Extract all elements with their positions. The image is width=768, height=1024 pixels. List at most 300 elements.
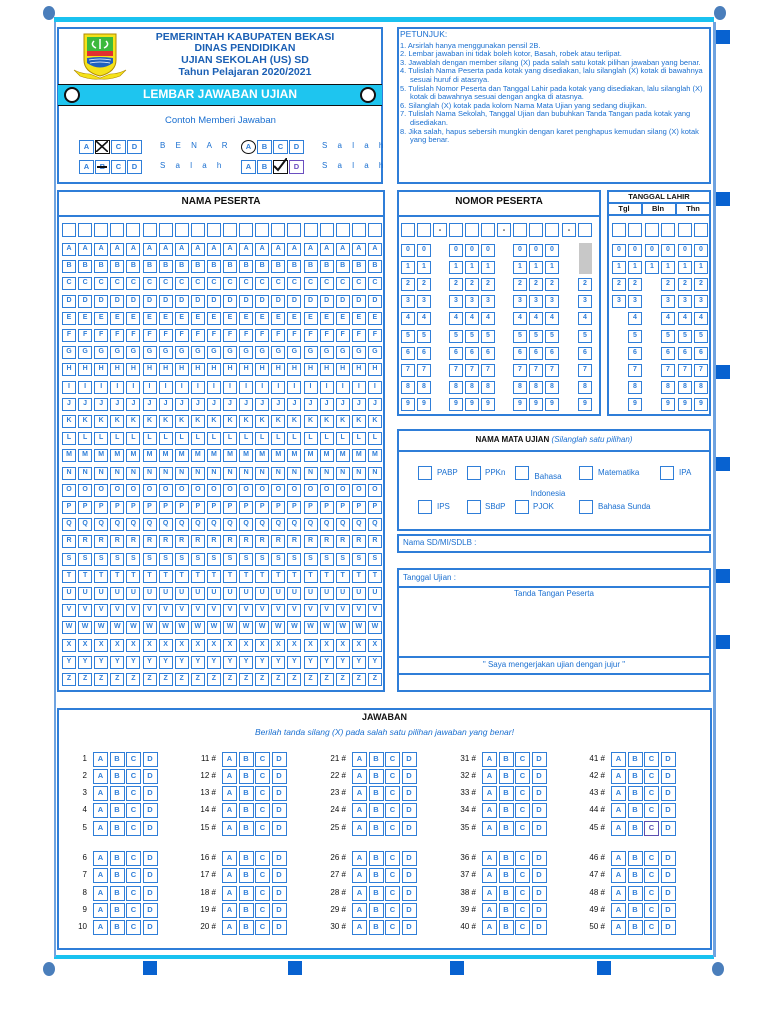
name-letter-bubble[interactable]: M [78, 449, 92, 462]
name-letter-bubble[interactable]: K [126, 415, 140, 428]
name-letter-bubble[interactable]: O [143, 484, 157, 497]
answer-option-bubble[interactable]: D [143, 886, 158, 901]
name-letter-bubble[interactable]: Z [175, 673, 189, 686]
name-letter-bubble[interactable]: B [287, 260, 301, 273]
name-letter-bubble[interactable]: O [255, 484, 269, 497]
name-letter-bubble[interactable]: N [336, 467, 350, 480]
answer-option-bubble[interactable]: D [272, 868, 287, 883]
answer-option-bubble[interactable]: D [661, 821, 676, 836]
answer-option-bubble[interactable]: D [143, 803, 158, 818]
answer-option-bubble[interactable]: D [143, 786, 158, 801]
answer-option-bubble[interactable]: B [110, 851, 125, 866]
name-letter-bubble[interactable]: R [239, 535, 253, 548]
name-letter-bubble[interactable]: E [159, 312, 173, 325]
name-letter-bubble[interactable]: W [62, 621, 76, 634]
name-letter-bubble[interactable]: Y [239, 656, 253, 669]
number-digit-bubble[interactable]: 5 [545, 330, 559, 343]
number-digit-bubble[interactable]: 9 [449, 398, 463, 411]
name-letter-bubble[interactable]: G [239, 346, 253, 359]
answer-option-bubble[interactable]: B [499, 769, 514, 784]
name-letter-bubble[interactable]: H [239, 363, 253, 376]
number-digit-bubble[interactable]: 5 [465, 330, 479, 343]
answer-option-bubble[interactable]: A [611, 803, 626, 818]
birth-date-bubble[interactable]: 9 [628, 398, 642, 411]
name-letter-bubble[interactable]: Z [110, 673, 124, 686]
answer-option-bubble[interactable]: C [255, 752, 270, 767]
name-letter-bubble[interactable]: E [271, 312, 285, 325]
answer-option-bubble[interactable]: A [93, 886, 108, 901]
answer-option-bubble[interactable]: A [352, 920, 367, 935]
answer-option-bubble[interactable]: C [126, 821, 141, 836]
name-letter-bubble[interactable]: K [78, 415, 92, 428]
name-letter-bubble[interactable]: G [78, 346, 92, 359]
number-digit-bubble[interactable]: 6 [417, 347, 431, 360]
name-letter-bubble[interactable]: Q [223, 518, 237, 531]
name-letter-bubble[interactable]: S [352, 553, 366, 566]
name-letter-bubble[interactable]: D [110, 295, 124, 308]
name-letter-bubble[interactable]: Z [368, 673, 382, 686]
name-letter-bubble[interactable]: N [110, 467, 124, 480]
birth-date-bubble[interactable]: 8 [678, 381, 692, 394]
name-letter-bubble[interactable]: D [287, 295, 301, 308]
answer-option-bubble[interactable]: D [272, 903, 287, 918]
name-letter-bubble[interactable]: P [175, 501, 189, 514]
name-letter-bubble[interactable]: P [255, 501, 269, 514]
answer-option-bubble[interactable]: A [222, 769, 237, 784]
name-letter-bubble[interactable]: F [239, 329, 253, 342]
name-letter-bubble[interactable]: Z [287, 673, 301, 686]
name-letter-bubble[interactable]: J [175, 398, 189, 411]
number-digit-bubble[interactable]: 2 [401, 278, 415, 291]
number-digit-bubble[interactable]: 7 [417, 364, 431, 377]
name-letter-bubble[interactable]: K [191, 415, 205, 428]
name-letter-bubble[interactable]: J [223, 398, 237, 411]
name-letter-bubble[interactable]: C [239, 277, 253, 290]
name-letter-bubble[interactable]: R [223, 535, 237, 548]
name-letter-bubble[interactable]: M [320, 449, 334, 462]
name-letter-bubble[interactable]: G [207, 346, 221, 359]
name-letter-bubble[interactable]: E [368, 312, 382, 325]
answer-option-bubble[interactable]: D [272, 920, 287, 935]
name-letter-bubble[interactable]: O [223, 484, 237, 497]
name-letter-bubble[interactable]: E [94, 312, 108, 325]
number-digit-bubble[interactable]: 7 [401, 364, 415, 377]
name-letter-bubble[interactable]: B [143, 260, 157, 273]
name-letter-bubble[interactable]: E [207, 312, 221, 325]
name-letter-bubble[interactable]: P [368, 501, 382, 514]
name-letter-bubble[interactable]: W [143, 621, 157, 634]
name-letter-bubble[interactable]: J [110, 398, 124, 411]
answer-option-bubble[interactable]: B [628, 821, 643, 836]
name-letter-bubble[interactable]: W [368, 621, 382, 634]
answer-option-bubble[interactable]: B [628, 886, 643, 901]
number-digit-bubble[interactable]: 4 [545, 312, 559, 325]
answer-option-bubble[interactable]: B [628, 903, 643, 918]
name-letter-bubble[interactable]: P [143, 501, 157, 514]
answer-option-bubble[interactable]: B [239, 920, 254, 935]
answer-option-bubble[interactable]: C [126, 786, 141, 801]
answer-option-bubble[interactable]: A [93, 903, 108, 918]
name-letter-bubble[interactable]: Z [352, 673, 366, 686]
answer-option-bubble[interactable]: B [239, 786, 254, 801]
name-letter-bubble[interactable]: X [352, 639, 366, 652]
name-letter-bubble[interactable]: U [62, 587, 76, 600]
number-digit-bubble[interactable]: 9 [578, 398, 592, 411]
name-letter-bubble[interactable]: Q [239, 518, 253, 531]
name-letter-bubble[interactable]: K [62, 415, 76, 428]
name-letter-bubble[interactable]: H [94, 363, 108, 376]
answer-option-bubble[interactable]: A [93, 821, 108, 836]
birth-date-bubble[interactable]: 4 [661, 312, 675, 325]
answer-option-bubble[interactable]: D [661, 851, 676, 866]
name-letter-bubble[interactable]: R [62, 535, 76, 548]
number-digit-bubble[interactable]: 6 [513, 347, 527, 360]
name-letter-bubble[interactable]: K [207, 415, 221, 428]
name-letter-bubble[interactable]: R [320, 535, 334, 548]
name-letter-bubble[interactable]: W [94, 621, 108, 634]
answer-option-bubble[interactable]: B [628, 920, 643, 935]
answer-option-bubble[interactable]: C [255, 920, 270, 935]
answer-option-bubble[interactable]: C [385, 803, 400, 818]
name-letter-bubble[interactable]: Z [62, 673, 76, 686]
answer-option-bubble[interactable]: B [369, 851, 384, 866]
name-letter-bubble[interactable]: O [207, 484, 221, 497]
name-letter-bubble[interactable]: Y [255, 656, 269, 669]
name-letter-writein[interactable] [304, 223, 318, 237]
name-letter-bubble[interactable]: E [255, 312, 269, 325]
answer-option-bubble[interactable]: C [644, 821, 659, 836]
name-letter-bubble[interactable]: I [368, 381, 382, 394]
name-letter-bubble[interactable]: V [336, 604, 350, 617]
name-letter-bubble[interactable]: B [336, 260, 350, 273]
answer-option-bubble[interactable]: C [385, 886, 400, 901]
name-letter-bubble[interactable]: N [223, 467, 237, 480]
answer-option-bubble[interactable]: C [255, 769, 270, 784]
name-letter-bubble[interactable]: L [207, 432, 221, 445]
name-letter-bubble[interactable]: R [126, 535, 140, 548]
name-letter-bubble[interactable]: I [255, 381, 269, 394]
name-letter-bubble[interactable]: L [191, 432, 205, 445]
name-letter-bubble[interactable]: W [207, 621, 221, 634]
answer-option-bubble[interactable]: B [110, 886, 125, 901]
name-letter-bubble[interactable]: F [287, 329, 301, 342]
name-letter-bubble[interactable]: C [352, 277, 366, 290]
number-digit-bubble[interactable]: 4 [529, 312, 543, 325]
name-letter-bubble[interactable]: P [304, 501, 318, 514]
name-letter-bubble[interactable]: Y [159, 656, 173, 669]
answer-option-bubble[interactable]: C [126, 803, 141, 818]
name-letter-bubble[interactable]: K [304, 415, 318, 428]
name-letter-bubble[interactable]: L [126, 432, 140, 445]
name-letter-bubble[interactable]: M [191, 449, 205, 462]
name-letter-bubble[interactable]: M [159, 449, 173, 462]
name-letter-bubble[interactable]: Y [191, 656, 205, 669]
answer-option-bubble[interactable]: B [369, 886, 384, 901]
name-letter-bubble[interactable]: M [304, 449, 318, 462]
name-letter-bubble[interactable]: J [287, 398, 301, 411]
name-letter-bubble[interactable]: X [175, 639, 189, 652]
name-letter-bubble[interactable]: L [352, 432, 366, 445]
name-letter-bubble[interactable]: G [368, 346, 382, 359]
name-letter-bubble[interactable]: X [239, 639, 253, 652]
number-digit-bubble[interactable]: 3 [465, 295, 479, 308]
name-letter-bubble[interactable]: H [320, 363, 334, 376]
name-letter-bubble[interactable]: R [191, 535, 205, 548]
name-letter-bubble[interactable]: M [271, 449, 285, 462]
name-letter-bubble[interactable]: F [175, 329, 189, 342]
answer-option-bubble[interactable]: A [222, 868, 237, 883]
answer-option-bubble[interactable]: D [402, 920, 417, 935]
name-letter-writein[interactable] [352, 223, 366, 237]
name-letter-bubble[interactable]: L [271, 432, 285, 445]
name-letter-bubble[interactable]: U [287, 587, 301, 600]
name-letter-bubble[interactable]: G [287, 346, 301, 359]
name-letter-bubble[interactable]: Y [304, 656, 318, 669]
name-letter-bubble[interactable]: H [223, 363, 237, 376]
name-letter-bubble[interactable]: K [320, 415, 334, 428]
birth-date-bubble[interactable]: 1 [628, 261, 642, 274]
name-letter-bubble[interactable]: G [159, 346, 173, 359]
name-letter-bubble[interactable]: R [207, 535, 221, 548]
name-letter-bubble[interactable]: Z [94, 673, 108, 686]
name-letter-bubble[interactable]: K [336, 415, 350, 428]
answer-option-bubble[interactable]: C [385, 769, 400, 784]
name-letter-bubble[interactable]: X [223, 639, 237, 652]
number-digit-bubble[interactable]: 8 [417, 381, 431, 394]
answer-option-bubble[interactable]: C [515, 851, 530, 866]
birth-date-bubble[interactable]: 3 [612, 295, 626, 308]
answer-option-bubble[interactable]: D [143, 821, 158, 836]
answer-option-bubble[interactable]: C [255, 868, 270, 883]
name-letter-bubble[interactable]: Q [78, 518, 92, 531]
name-letter-bubble[interactable]: X [271, 639, 285, 652]
name-letter-bubble[interactable]: W [78, 621, 92, 634]
number-digit-bubble[interactable]: 1 [513, 261, 527, 274]
answer-option-bubble[interactable]: C [515, 821, 530, 836]
answer-option-bubble[interactable]: A [611, 786, 626, 801]
birth-date-bubble[interactable]: 8 [694, 381, 708, 394]
answer-option-bubble[interactable]: D [143, 903, 158, 918]
name-letter-bubble[interactable]: D [143, 295, 157, 308]
answer-option-bubble[interactable]: A [222, 821, 237, 836]
answer-option-bubble[interactable]: D [402, 821, 417, 836]
name-letter-bubble[interactable]: C [159, 277, 173, 290]
name-letter-bubble[interactable]: P [78, 501, 92, 514]
name-letter-bubble[interactable]: S [368, 553, 382, 566]
name-letter-writein[interactable] [223, 223, 237, 237]
number-digit-bubble[interactable]: 0 [513, 244, 527, 257]
name-letter-writein[interactable] [191, 223, 205, 237]
answer-option-bubble[interactable]: B [110, 786, 125, 801]
birth-date-bubble[interactable]: 1 [694, 261, 708, 274]
name-letter-bubble[interactable]: T [143, 570, 157, 583]
name-letter-bubble[interactable]: E [239, 312, 253, 325]
name-letter-bubble[interactable]: W [271, 621, 285, 634]
name-letter-bubble[interactable]: O [110, 484, 124, 497]
name-letter-bubble[interactable]: C [207, 277, 221, 290]
name-letter-bubble[interactable]: V [239, 604, 253, 617]
name-letter-bubble[interactable]: F [110, 329, 124, 342]
answer-option-bubble[interactable]: D [661, 886, 676, 901]
name-letter-writein[interactable] [78, 223, 92, 237]
answer-option-bubble[interactable]: C [644, 769, 659, 784]
answer-option-bubble[interactable]: A [352, 752, 367, 767]
number-digit-bubble[interactable]: 1 [545, 261, 559, 274]
name-letter-bubble[interactable]: A [271, 243, 285, 256]
name-letter-bubble[interactable]: M [126, 449, 140, 462]
answer-option-bubble[interactable]: A [352, 769, 367, 784]
name-letter-bubble[interactable]: N [304, 467, 318, 480]
name-letter-bubble[interactable]: R [110, 535, 124, 548]
name-letter-writein[interactable] [126, 223, 140, 237]
name-letter-bubble[interactable]: A [368, 243, 382, 256]
name-letter-bubble[interactable]: V [287, 604, 301, 617]
answer-option-bubble[interactable]: B [628, 868, 643, 883]
name-letter-bubble[interactable]: Y [287, 656, 301, 669]
name-letter-bubble[interactable]: Z [191, 673, 205, 686]
name-letter-bubble[interactable]: U [126, 587, 140, 600]
answer-option-bubble[interactable]: D [272, 752, 287, 767]
name-letter-bubble[interactable]: V [320, 604, 334, 617]
name-letter-bubble[interactable]: M [287, 449, 301, 462]
answer-option-bubble[interactable]: B [499, 851, 514, 866]
name-letter-bubble[interactable]: J [126, 398, 140, 411]
number-digit-writein[interactable] [545, 223, 559, 237]
answer-option-bubble[interactable]: A [222, 803, 237, 818]
birth-date-bubble[interactable]: 3 [661, 295, 675, 308]
answer-option-bubble[interactable]: B [110, 903, 125, 918]
name-letter-bubble[interactable]: X [287, 639, 301, 652]
number-digit-bubble[interactable]: 3 [417, 295, 431, 308]
name-letter-bubble[interactable]: B [255, 260, 269, 273]
number-digit-bubble[interactable]: 9 [417, 398, 431, 411]
number-digit-bubble[interactable]: 3 [529, 295, 543, 308]
name-letter-bubble[interactable]: N [78, 467, 92, 480]
name-letter-bubble[interactable]: T [304, 570, 318, 583]
birth-date-bubble[interactable]: 3 [678, 295, 692, 308]
name-letter-bubble[interactable]: N [175, 467, 189, 480]
name-letter-bubble[interactable]: Y [143, 656, 157, 669]
name-letter-writein[interactable] [159, 223, 173, 237]
answer-option-bubble[interactable]: A [352, 903, 367, 918]
name-letter-writein[interactable] [336, 223, 350, 237]
answer-option-bubble[interactable]: C [255, 903, 270, 918]
number-digit-bubble[interactable]: 2 [578, 278, 592, 291]
name-letter-bubble[interactable]: M [110, 449, 124, 462]
birth-date-bubble[interactable]: 0 [661, 244, 675, 257]
birth-date-writein[interactable] [612, 223, 626, 237]
name-letter-bubble[interactable]: C [126, 277, 140, 290]
number-digit-bubble[interactable]: 8 [449, 381, 463, 394]
subject-checkbox-pjok[interactable] [515, 500, 529, 514]
name-letter-bubble[interactable]: A [336, 243, 350, 256]
name-letter-bubble[interactable]: V [126, 604, 140, 617]
name-letter-bubble[interactable]: S [223, 553, 237, 566]
name-letter-bubble[interactable]: V [110, 604, 124, 617]
name-letter-bubble[interactable]: D [175, 295, 189, 308]
name-letter-bubble[interactable]: R [94, 535, 108, 548]
answer-option-bubble[interactable]: A [611, 821, 626, 836]
birth-date-bubble[interactable]: 5 [628, 330, 642, 343]
name-letter-bubble[interactable]: C [368, 277, 382, 290]
answer-option-bubble[interactable]: C [255, 803, 270, 818]
name-letter-bubble[interactable]: I [62, 381, 76, 394]
name-letter-bubble[interactable]: Q [368, 518, 382, 531]
birth-date-bubble[interactable]: 4 [694, 312, 708, 325]
name-letter-bubble[interactable]: D [94, 295, 108, 308]
number-digit-bubble[interactable]: 3 [545, 295, 559, 308]
number-digit-writein[interactable] [465, 223, 479, 237]
answer-option-bubble[interactable]: D [143, 752, 158, 767]
name-letter-bubble[interactable]: S [320, 553, 334, 566]
name-letter-bubble[interactable]: C [110, 277, 124, 290]
name-letter-bubble[interactable]: Y [62, 656, 76, 669]
name-letter-bubble[interactable]: S [94, 553, 108, 566]
name-letter-bubble[interactable]: H [62, 363, 76, 376]
name-letter-bubble[interactable]: I [239, 381, 253, 394]
name-letter-bubble[interactable]: I [110, 381, 124, 394]
name-letter-bubble[interactable]: I [94, 381, 108, 394]
number-digit-bubble[interactable]: 3 [578, 295, 592, 308]
name-letter-bubble[interactable]: O [304, 484, 318, 497]
name-letter-bubble[interactable]: T [62, 570, 76, 583]
answer-option-bubble[interactable]: C [515, 920, 530, 935]
number-digit-bubble[interactable]: 2 [465, 278, 479, 291]
name-letter-bubble[interactable]: N [287, 467, 301, 480]
answer-option-bubble[interactable]: B [499, 803, 514, 818]
name-letter-bubble[interactable]: J [336, 398, 350, 411]
name-letter-bubble[interactable]: X [207, 639, 221, 652]
number-digit-bubble[interactable]: 7 [545, 364, 559, 377]
name-letter-bubble[interactable]: K [368, 415, 382, 428]
answer-option-bubble[interactable]: C [385, 786, 400, 801]
number-digit-bubble[interactable]: 5 [481, 330, 495, 343]
name-letter-bubble[interactable]: O [239, 484, 253, 497]
answer-option-bubble[interactable]: D [661, 903, 676, 918]
name-letter-bubble[interactable]: W [320, 621, 334, 634]
number-digit-bubble[interactable]: 4 [401, 312, 415, 325]
name-letter-bubble[interactable]: A [126, 243, 140, 256]
name-letter-bubble[interactable]: V [223, 604, 237, 617]
birth-date-bubble[interactable]: 1 [645, 261, 659, 274]
name-letter-bubble[interactable]: Y [94, 656, 108, 669]
name-letter-bubble[interactable]: B [78, 260, 92, 273]
name-letter-bubble[interactable]: P [352, 501, 366, 514]
name-letter-bubble[interactable]: S [287, 553, 301, 566]
answer-option-bubble[interactable]: B [499, 920, 514, 935]
name-letter-bubble[interactable]: Q [175, 518, 189, 531]
birth-date-bubble[interactable]: 6 [678, 347, 692, 360]
name-letter-bubble[interactable]: O [368, 484, 382, 497]
answer-option-bubble[interactable]: D [661, 920, 676, 935]
name-letter-bubble[interactable]: Q [304, 518, 318, 531]
number-digit-bubble[interactable]: 5 [417, 330, 431, 343]
name-letter-bubble[interactable]: V [191, 604, 205, 617]
number-digit-bubble[interactable]: 1 [417, 261, 431, 274]
answer-option-bubble[interactable]: C [515, 803, 530, 818]
name-letter-bubble[interactable]: A [320, 243, 334, 256]
answer-option-bubble[interactable]: D [532, 886, 547, 901]
answer-option-bubble[interactable]: D [661, 803, 676, 818]
answer-option-bubble[interactable]: A [482, 868, 497, 883]
name-letter-bubble[interactable]: F [223, 329, 237, 342]
name-letter-bubble[interactable]: L [94, 432, 108, 445]
number-digit-bubble[interactable]: 1 [401, 261, 415, 274]
name-letter-bubble[interactable]: Q [320, 518, 334, 531]
name-letter-bubble[interactable]: C [223, 277, 237, 290]
name-letter-bubble[interactable]: S [207, 553, 221, 566]
name-letter-bubble[interactable]: X [255, 639, 269, 652]
